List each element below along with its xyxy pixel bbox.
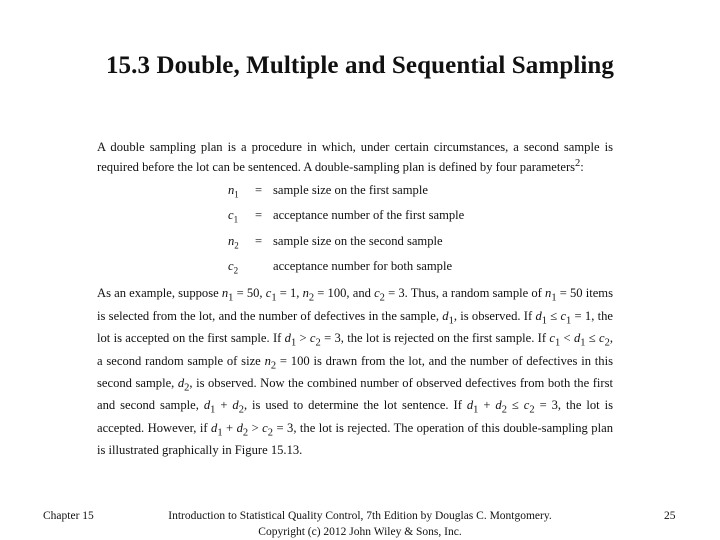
definition-symbol: $c_1$: [228, 208, 239, 225]
definition-separator: =: [255, 183, 263, 197]
definition-text: sample size on the second sample: [273, 233, 443, 248]
intro-colon: :: [580, 160, 584, 175]
parameter-definitions: [228, 180, 613, 281]
definition-separator: =: [255, 208, 263, 223]
example-paragraph: As an example, suppose $n_1 = 50$, $c_1 = 1$, $n_2 = 100$, and $c_2 = 3$. Thus, a random sample of $n_1 = 50$ items is selected from the lot, and the number of defectives in the sample, $d_1$, is observed. If $d_1 \le c_1 = 1$, the lot is accepted on the first sample. If $d_1 > c_2 = 3$, the lot is rejected on the first sample. If $c_1 < d_1 \le c_2$, a second random sample of size $n_2 = 100$ is drawn from the lot, and the number of defectives in this second sample, $d_2$, is observed. Now the combined number of observed defectives from both the first and second sample, $d_1 + d_2$, is used to determine the lot sentence. If $d_1 + d_2 \le c_2 = 3$, the lot is accepted. However, if $d_1 + d_2 > c_2 = 3$, the lot is rejected. The operation of this double-sampling plan is illustrated graphically in Figure 15.13.: [97, 286, 614, 458]
citation-line-1: Introduction to Statistical Quality Control, 7th Edition by Douglas C. Montgomery.: [168, 510, 552, 522]
intro-text: A double sampling plan is a procedure in which, under certain circumstances, a second sample is required before the lot can be sentenced. A double-sampling plan is defined by four parameters: [97, 140, 613, 175]
definition-row: [228, 180, 613, 205]
footer-page-number: 25: [664, 510, 676, 522]
footer-citation: [150, 508, 570, 540]
definition-separator: =: [255, 233, 263, 248]
definition-symbol: $n_2$: [228, 233, 239, 251]
citation-line-2: Copyright (c) 2012 John Wiley & Sons, Inc.: [258, 526, 462, 538]
definition-separator: [255, 256, 273, 281]
definition-text: acceptance number for both sample: [273, 258, 453, 273]
slide-body: [97, 139, 613, 459]
intro-paragraph: [97, 139, 613, 176]
definition-row: [228, 205, 613, 230]
definition-symbol: $n_1$: [228, 183, 239, 200]
footnote-marker: 2: [575, 157, 581, 169]
definition-row: [228, 231, 613, 256]
definition-text: acceptance number of the first sample: [273, 208, 465, 223]
footer-chapter: Chapter 15: [43, 510, 94, 522]
definition-text: sample size on the first sample: [273, 183, 428, 197]
slide-title: 15.3 Double, Multiple and Sequential Sampling: [105, 52, 615, 79]
definition-row: [228, 256, 613, 281]
definition-symbol: $c_2$: [228, 258, 239, 276]
